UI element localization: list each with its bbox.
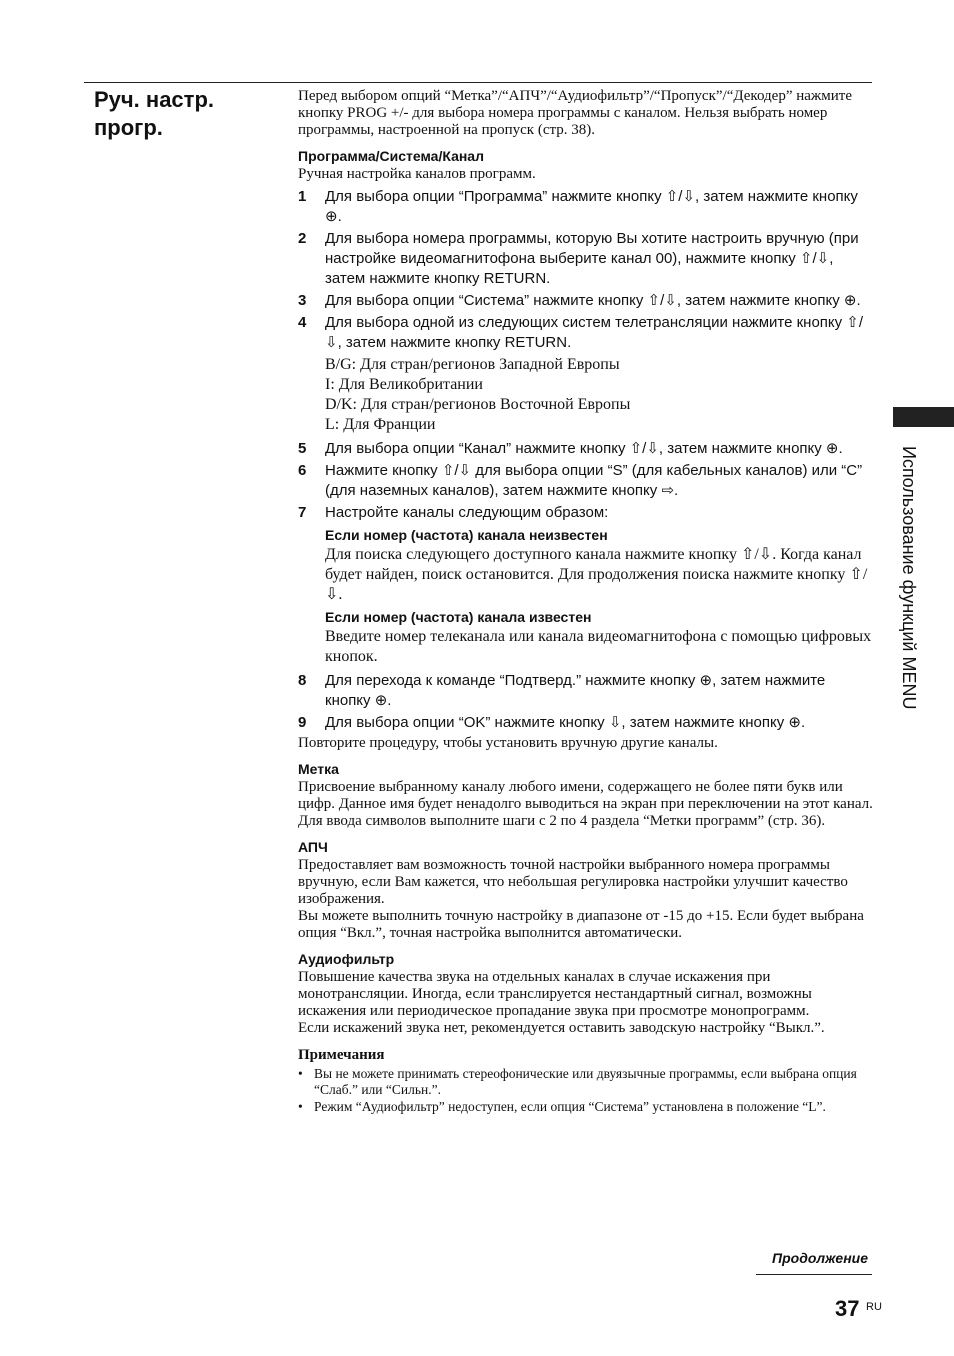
system-i: I: Для Великобритании xyxy=(325,376,483,393)
unknown-heading: Если номер (частота) канала неизвестен xyxy=(325,527,608,543)
metka-text-1: Присвоение выбранному каналу любого имени, содержащего не более пяти букв или цифр. Данное имя будет ненадолго выводиться на экран при переключении на этот канал. xyxy=(298,779,873,812)
unknown-text: Для поиска следующего доступного канала нажмите кнопку ⇧/⇩. Когда канал будет найден, поиск остановится. Для продолжения поиска нажмите кнопку ⇧/⇩. xyxy=(325,546,868,603)
note-text: Режим “Аудиофильтр” недоступен, если опция “Система” установлена в положение “L”. xyxy=(314,1099,826,1114)
steps-list-c xyxy=(298,671,874,733)
system-l: L: Для Франции xyxy=(325,416,436,433)
prog-heading: Программа/Система/Канал xyxy=(298,148,484,164)
note-text: Вы не можете принимать стереофонические или двуязычные программы, если выбрана опция “Слаб.” или “Сильн.”. xyxy=(314,1066,857,1097)
step-text: Для выбора опции “OK” нажмите кнопку ⇩, затем нажмите кнопку ⊕. xyxy=(325,714,806,731)
step-text: Для выбора номера программы, которую Вы хотите настроить вручную (при настройке видеомагнитофона выберите канал 00), нажмите кнопку ⇧/⇩, затем нажмите кнопку RETURN. xyxy=(325,230,859,287)
step-3 xyxy=(298,291,874,311)
section-title: Руч. настр. прогр. xyxy=(94,87,214,140)
step-number: 7 xyxy=(298,504,307,521)
step-number: 2 xyxy=(298,230,307,247)
side-section-label: Использование функций MENU xyxy=(899,446,919,710)
step-8 xyxy=(298,671,874,711)
step-number: 5 xyxy=(298,440,307,457)
known-heading: Если номер (частота) канала известен xyxy=(325,609,592,625)
apch-text-2: Вы можете выполнить точную настройку в диапазоне от -15 до +15. Если будет выбрана опция “Вкл.”, точная настройка выполнится автоматически. xyxy=(298,908,864,941)
step-text: Для выбора опции “Система” нажмите кнопку ⇧/⇩, затем нажмите кнопку ⊕. xyxy=(325,292,861,309)
step-text: Для выбора опции “Канал” нажмите кнопку ⇧/⇩, затем нажмите кнопку ⊕. xyxy=(325,440,843,457)
step-number: 4 xyxy=(298,314,307,331)
step-number: 1 xyxy=(298,188,307,205)
step-6 xyxy=(298,461,874,501)
bullet-icon: • xyxy=(298,1099,303,1114)
top-rule xyxy=(84,82,872,83)
metka-text-2: Для ввода символов выполните шаги с 2 по 4 раздела “Метки программ” (стр. 36). xyxy=(298,813,826,829)
steps-list-a xyxy=(298,187,874,353)
step-text: Для перехода к команде “Подтверд.” нажмите кнопку ⊕, затем нажмите кнопку ⊕. xyxy=(325,672,826,709)
intro-text: Перед выбором опций “Метка”/“АПЧ”/“Аудиофильтр”/“Пропуск”/“Декодер” нажмите кнопку PROG +/- для выбора номера программы с каналом. Нельзя выбрать номер программы, настроенной на пропуск (стр. 38). xyxy=(298,88,853,138)
system-bg: B/G: Для стран/регионов Западной Европы xyxy=(325,356,620,373)
page-number: 37 xyxy=(835,1296,860,1321)
audio-heading: Аудиофильтр xyxy=(298,951,395,967)
steps-list-b xyxy=(298,439,874,523)
step-1 xyxy=(298,187,874,227)
known-text: Введите номер телеканала или канала видеомагнитофона с помощью цифровых кнопок. xyxy=(325,628,872,665)
step-4 xyxy=(298,313,874,353)
step-number: 9 xyxy=(298,714,307,731)
metka-heading: Метка xyxy=(298,761,339,777)
notes-heading: Примечания xyxy=(298,1047,385,1063)
step-text: Для выбора опции “Программа” нажмите кнопку ⇧/⇩, затем нажмите кнопку ⊕. xyxy=(325,188,858,225)
step-number: 6 xyxy=(298,462,307,479)
step-number: 8 xyxy=(298,672,307,689)
step-text: Нажмите кнопку ⇧/⇩ для выбора опции “S” (для кабельных каналов) или “C” (для наземных каналов), затем нажмите кнопку ⇨. xyxy=(325,462,863,499)
repeat-text: Повторите процедуру, чтобы установить вручную другие каналы. xyxy=(298,735,718,751)
main-content xyxy=(298,88,874,1116)
system-dk: D/K: Для стран/регионов Восточной Европы xyxy=(325,396,631,413)
step-2 xyxy=(298,229,874,289)
bullet-icon: • xyxy=(298,1066,303,1081)
audio-text-2: Если искажений звука нет, рекомендуется оставить заводскую настройку “Выкл.”. xyxy=(298,1020,825,1036)
apch-heading: АПЧ xyxy=(298,839,328,855)
step-7 xyxy=(298,503,874,523)
apch-text-1: Предоставляет вам возможность точной настройки выбранного номера программы вручную, если Вам кажется, что небольшая регулировка настройки улучшит качество изображения. xyxy=(298,857,848,907)
continued-rule xyxy=(756,1274,872,1275)
continued-label: Продолжение xyxy=(772,1250,868,1266)
step-number: 3 xyxy=(298,292,307,309)
audio-text-1: Повышение качества звука на отдельных каналах в случае искажения при монотрансляции. Иногда, если транслируется нестандартный сигнал, возможны искажения или периодическое пропадание звука при просмотре монопрограмм. xyxy=(298,969,812,1019)
step-5 xyxy=(298,439,874,459)
prog-desc: Ручная настройка каналов программ. xyxy=(298,166,536,182)
page-suffix: RU xyxy=(866,1301,882,1313)
side-tab-marker xyxy=(893,407,954,427)
step-9 xyxy=(298,713,874,733)
note-item xyxy=(298,1066,874,1098)
step-text: Для выбора одной из следующих систем телетрансляции нажмите кнопку ⇧/⇩, затем нажмите кнопку RETURN. xyxy=(325,314,864,351)
note-item xyxy=(298,1099,874,1115)
step-text: Настройте каналы следующим образом: xyxy=(325,504,609,521)
